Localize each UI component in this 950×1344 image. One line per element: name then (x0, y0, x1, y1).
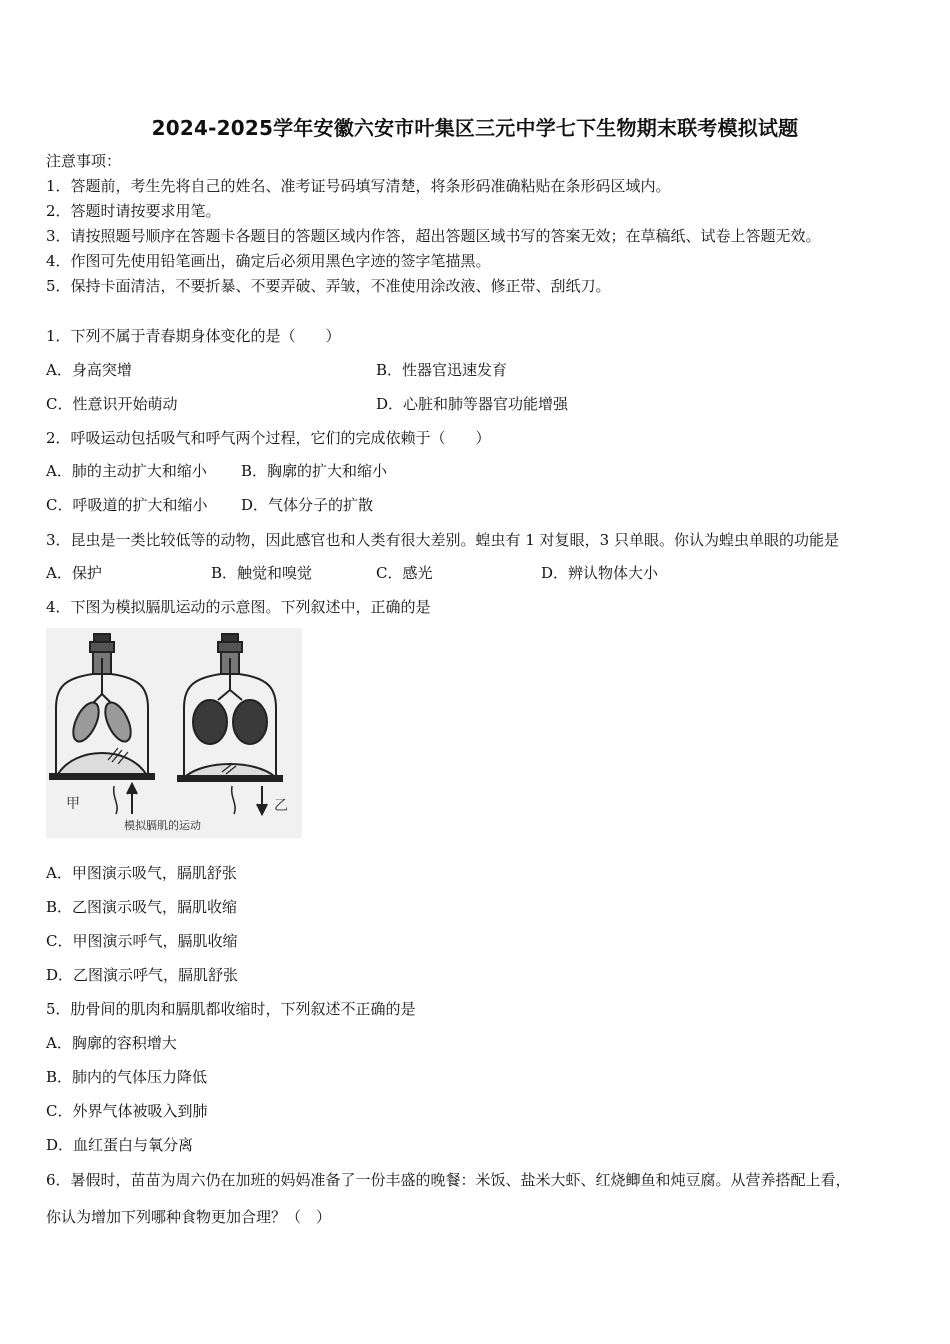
figure-label-left: 甲 (66, 796, 80, 812)
question-stem-continued: 你认为增加下列哪种食物更加合理？（ ） (46, 1208, 332, 1226)
question-stem: 4．下图为模拟膈肌运动的示意图。下列叙述中，正确的是 (46, 598, 431, 616)
diaphragm-model-figure (46, 628, 302, 838)
question-stem: 5．肋骨间的肌肉和膈肌都收缩时，下列叙述不正确的是 (46, 1000, 416, 1018)
answer-option: C．甲图演示呼气，膈肌收缩 (46, 932, 238, 950)
notice-item: 5．保持卡面清洁，不要折暴、不要弄破、弄皱，不准使用涂改液、修正带、刮纸刀。 (46, 277, 611, 295)
answer-option: B．触觉和嗅觉 (211, 564, 313, 582)
answer-option: C．感光 (376, 564, 433, 582)
question-stem: 3．昆虫是一类比较低等的动物，因此感官也和人类有很大差别。蝗虫有 1 对复眼，3 只单眼。你认为蝗虫单眼的功能是 (46, 531, 839, 549)
answer-option: C．外界气体被吸入到肺 (46, 1102, 208, 1120)
answer-option: A．胸廓的容积增大 (46, 1034, 177, 1052)
figure-label-right: 乙 (274, 798, 288, 814)
notice-item: 2．答题时请按要求用笔。 (46, 202, 221, 220)
answer-option: B．乙图演示吸气，膈肌收缩 (46, 898, 238, 916)
answer-option: B．性器官迅速发育 (376, 361, 508, 379)
question-stem: 6．暑假时，苗苗为周六仍在加班的妈妈准备了一份丰盛的晚餐：米饭、盐米大虾、红烧鲫鱼和炖豆腐。从营养搭配上看， (46, 1171, 851, 1189)
answer-option: B．肺内的气体压力降低 (46, 1068, 208, 1086)
answer-option: C．呼吸道的扩大和缩小 (46, 496, 208, 514)
answer-option: D．心脏和肺等器官功能增强 (376, 395, 569, 413)
figure-caption: 模拟膈肌的运动 (124, 819, 201, 832)
question-stem: 2．呼吸运动包括吸气和呼气两个过程，它们的完成依赖于（ ） (46, 429, 491, 447)
answer-option: D．血红蛋白与氧分离 (46, 1136, 194, 1154)
answer-option: A．保护 (46, 564, 102, 582)
answer-option: B．胸廓的扩大和缩小 (241, 462, 388, 480)
answer-option: D．乙图演示呼气，膈肌舒张 (46, 966, 239, 984)
answer-option: A．身高突增 (46, 361, 132, 379)
answer-option: D．气体分子的扩散 (241, 496, 374, 514)
diaphragm-diagram (46, 628, 302, 838)
notice-item: 3．请按照题号顺序在答题卡各题目的答题区域内作答，超出答题区域书写的答案无效；在草稿纸、试卷上答题无效。 (46, 227, 821, 245)
page-title: 2024-2025学年安徽六安市叶集区三元中学七下生物期末联考模拟试题 (151, 116, 799, 140)
notice-item: 1．答题前，考生先将自己的姓名、准考证号码填写清楚，将条形码准确粘贴在条形码区域内。 (46, 177, 671, 195)
notice-item: 4．作图可先使用铅笔画出，确定后必须用黑色字迹的签字笔描黑。 (46, 252, 491, 270)
answer-option: A．肺的主动扩大和缩小 (46, 462, 207, 480)
answer-option: D．辨认物体大小 (541, 564, 659, 582)
answer-option: C．性意识开始萌动 (46, 395, 178, 413)
question-stem: 1．下列不属于青春期身体变化的是（ ） (46, 327, 341, 345)
notice-heading: 注意事项： (46, 152, 122, 170)
answer-option: A．甲图演示吸气，膈肌舒张 (46, 864, 237, 882)
